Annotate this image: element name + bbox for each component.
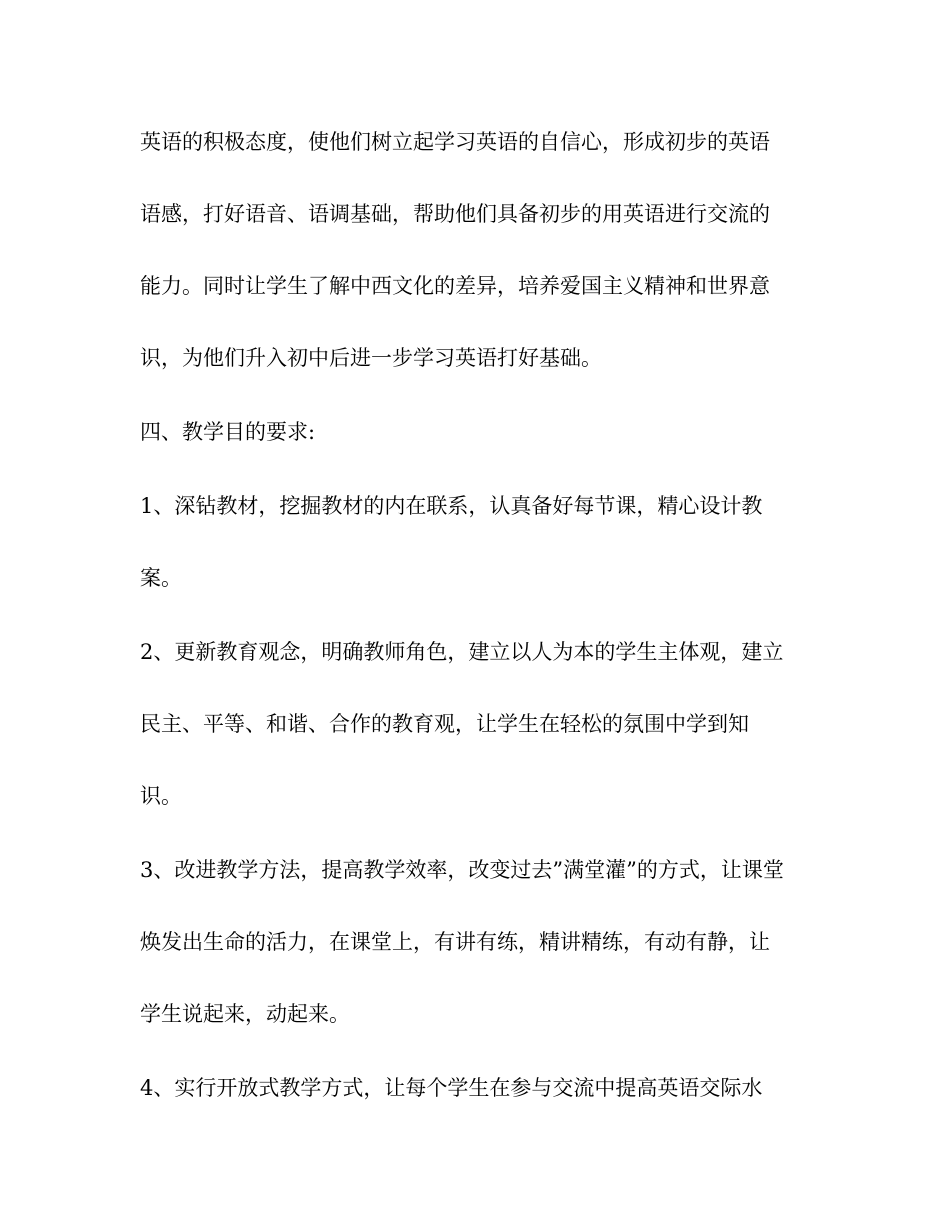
list-item-1-line: 1、深钻教材，挖掘教材的内在联系，认真备好每节课，精心设计教 xyxy=(140,494,763,518)
section-heading: 四、教学目的要求: xyxy=(140,420,316,444)
list-item-2-line: 2、更新教育观念，明确教师角色，建立以人为本的学生主体观，建立 xyxy=(140,640,784,664)
list-item-3-line: 焕发出生命的活力，在课堂上，有讲有练，精讲精练，有动有静，让 xyxy=(140,930,770,954)
list-item-2-line: 民主、平等、和谐、合作的教育观，让学生在轻松的氛围中学到知 xyxy=(140,712,749,736)
list-item-1-line: 案。 xyxy=(140,566,182,590)
list-item-3-line: 3、改进教学方法，提高教学效率，改变过去”满堂灌”的方式，让课堂 xyxy=(140,858,784,882)
paragraph-line: 能力。同时让学生了解中西文化的差异，培养爱国主义精神和世界意 xyxy=(140,274,770,298)
list-item-3-line: 学生说起来，动起来。 xyxy=(140,1002,350,1026)
list-item-4-line: 4、实行开放式教学方式，让每个学生在参与交流中提高英语交际水 xyxy=(140,1076,763,1100)
list-item-2-line: 识。 xyxy=(140,784,182,808)
paragraph-line: 英语的积极态度，使他们树立起学习英语的自信心，形成初步的英语 xyxy=(140,130,770,154)
paragraph-line: 识，为他们升入初中后进一步学习英语打好基础。 xyxy=(140,346,602,370)
paragraph-line: 语感，打好语音、语调基础，帮助他们具备初步的用英语进行交流的 xyxy=(140,202,770,226)
